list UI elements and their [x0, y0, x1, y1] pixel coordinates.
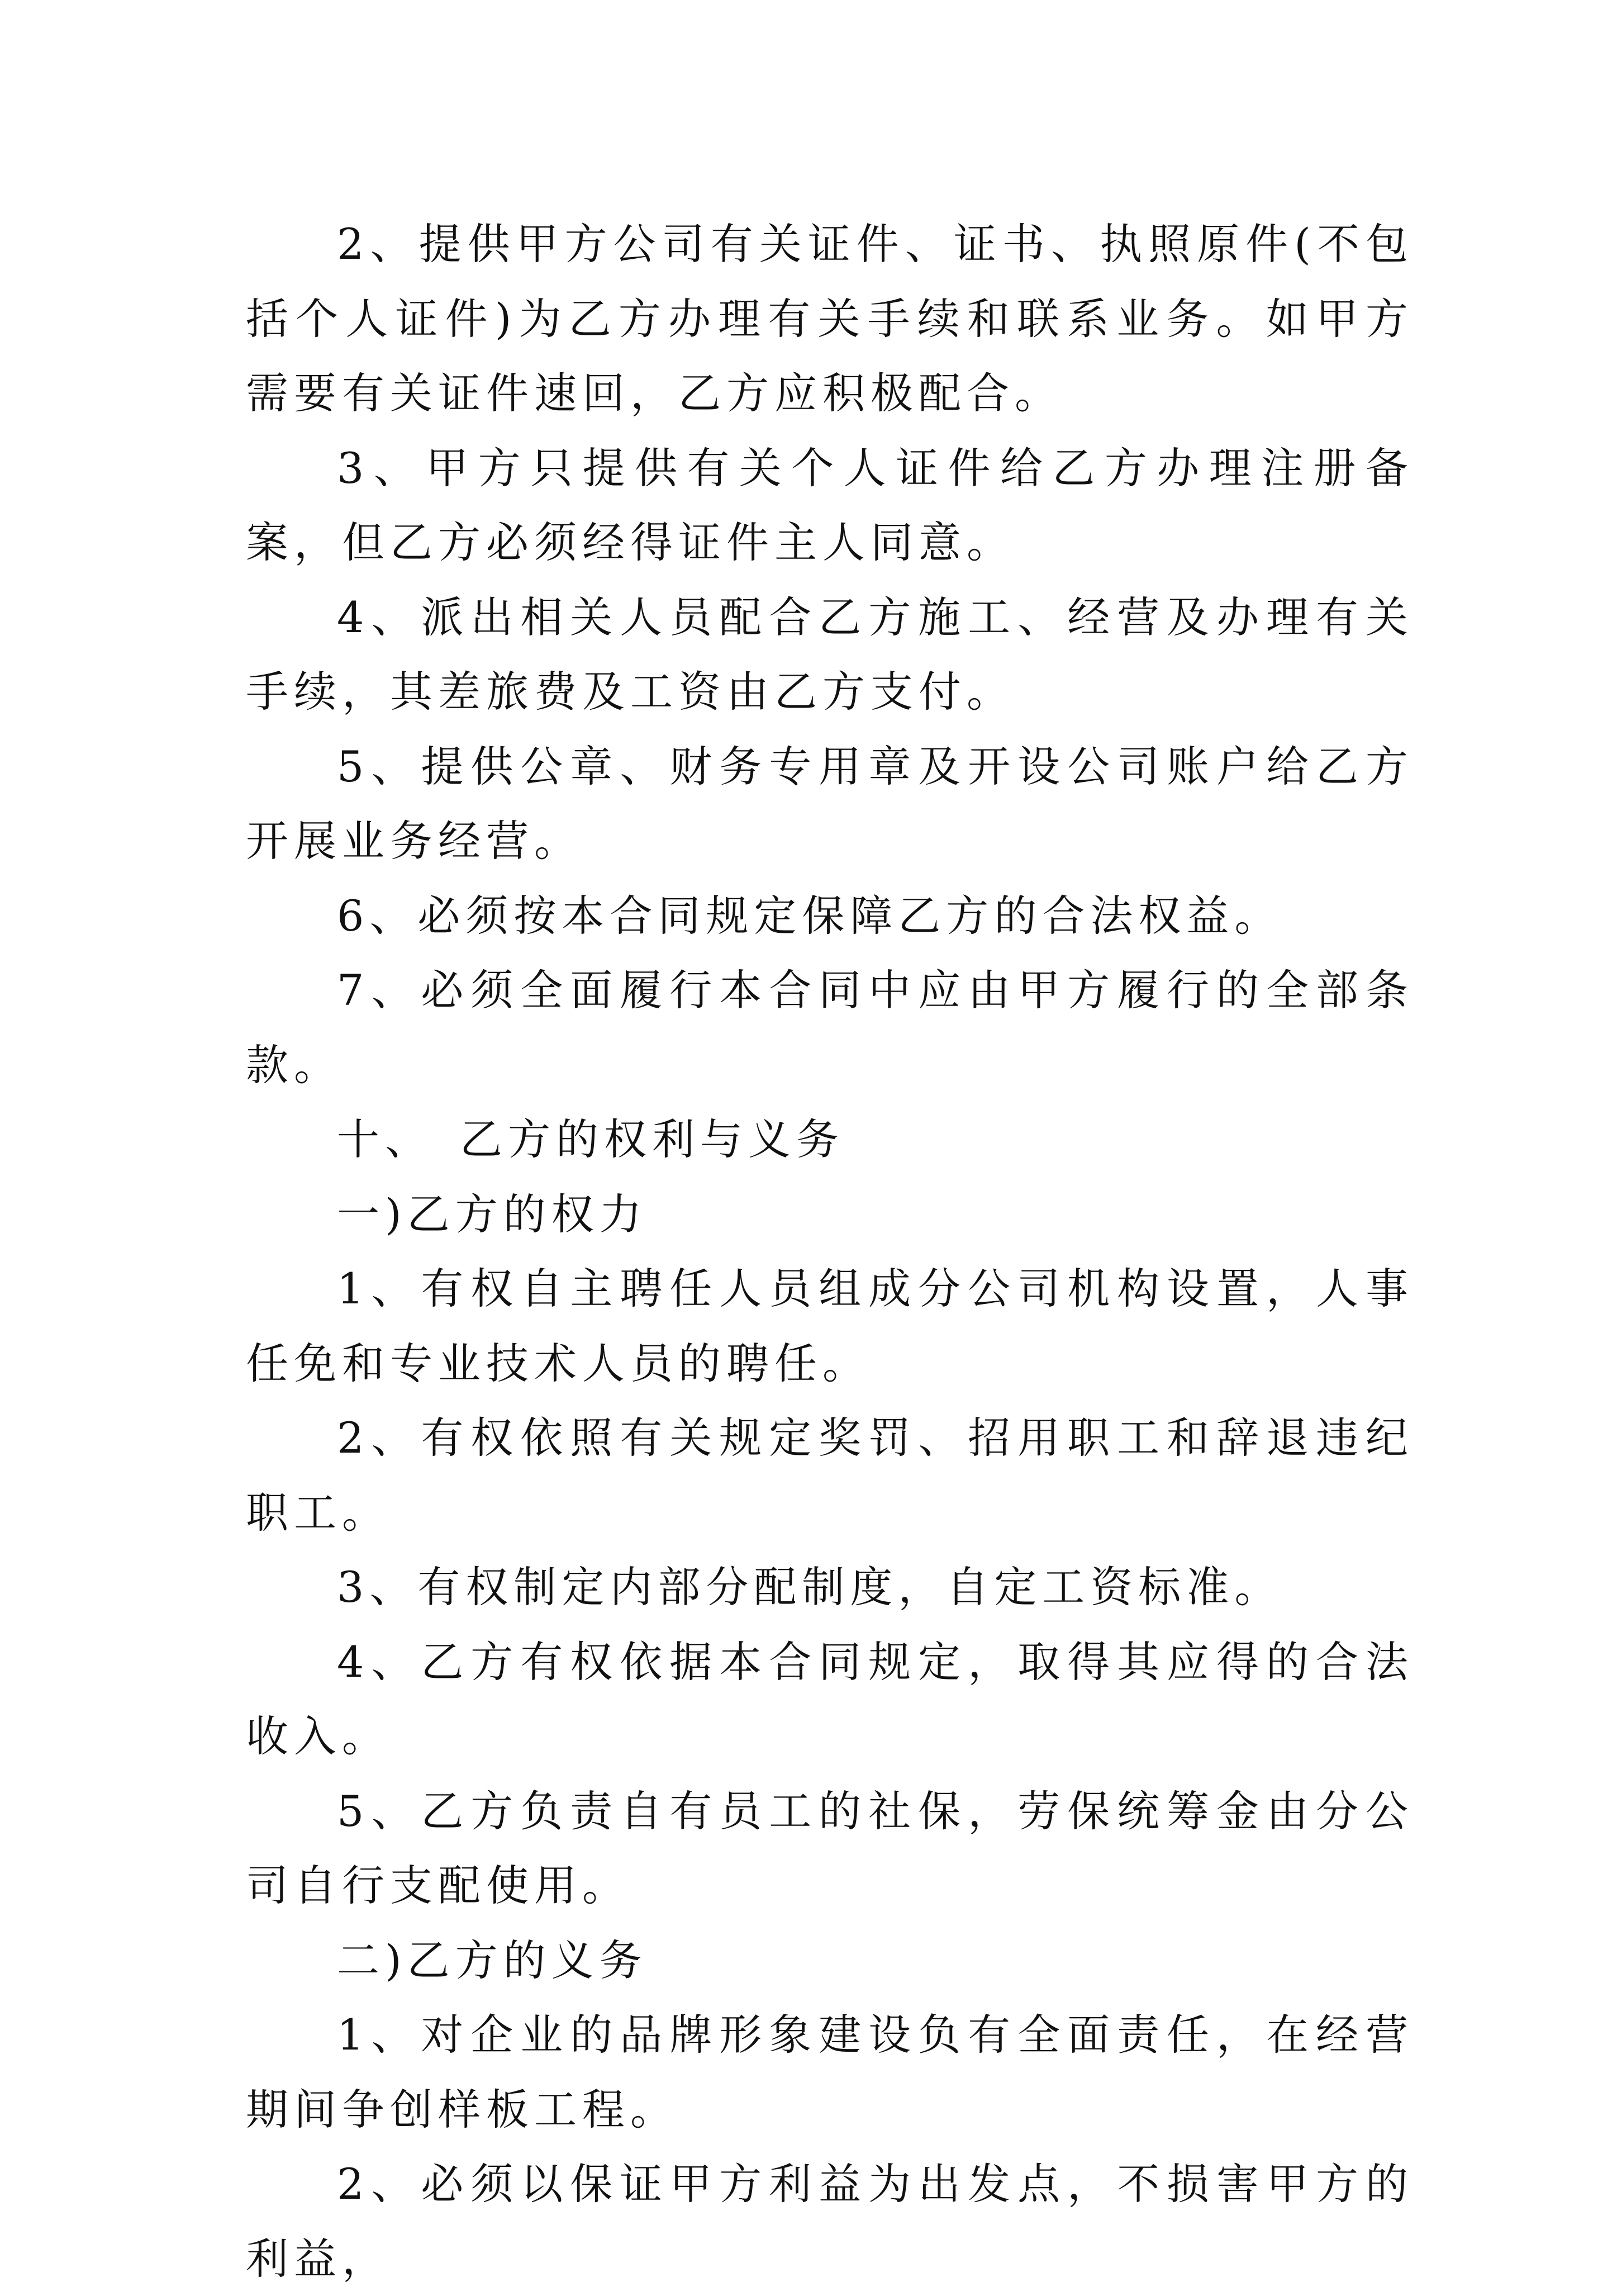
- paragraph-right-appoint-staff: 1、有权自主聘任人员组成分公司机构设置，人事任免和专业技术人员的聘任。: [246, 1264, 1414, 1388]
- paragraph-protect-rights: 6、必须按本合同规定保障乙方的合法权益。: [337, 890, 1283, 941]
- section-heading-party-b-rights-obligations: 十、 乙方的权利与义务: [337, 1114, 844, 1164]
- subheading-party-b-rights: 一)乙方的权力: [337, 1189, 648, 1239]
- paragraph-provide-certificates: 2、提供甲方公司有关证件、证书、执照原件(不包括个人证件)为乙方办理有关手续和联系业务。如甲方需要有关证件速回，乙方应积极配合。: [246, 219, 1414, 418]
- document-body: [246, 207, 1414, 2296]
- paragraph-provide-seals: 5、提供公章、财务专用章及开设公司账户给乙方开展业务经营。: [246, 741, 1414, 866]
- paragraph-right-reward-punish: 2、有权依照有关规定奖罚、招用职工和辞退违纪职工。: [246, 1413, 1414, 1538]
- paragraph-protect-party-a-interest: 2、必须以保证甲方利益为出发点，不损害甲方的利益，: [246, 2159, 1414, 2284]
- paragraph-personal-documents: 3、甲方只提供有关个人证件给乙方办理注册备案，但乙方必须经得证件主人同意。: [246, 443, 1414, 567]
- paragraph-social-insurance: 5、乙方负责自有员工的社保，劳保统筹金由分公司自行支配使用。: [246, 1786, 1414, 1910]
- paragraph-brand-image: 1、对企业的品牌形象建设负有全面责任，在经营期间争创样板工程。: [246, 2010, 1414, 2134]
- paragraph-dispatch-personnel: 4、派出相关人员配合乙方施工、经营及办理有关手续，其差旅费及工资由乙方支付。: [246, 592, 1414, 717]
- paragraph-right-income: 4、乙方有权依据本合同规定，取得其应得的合法收入。: [246, 1636, 1414, 1761]
- paragraph-right-distribution: 3、有权制定内部分配制度，自定工资标准。: [337, 1562, 1283, 1612]
- paragraph-fulfill-terms: 7、必须全面履行本合同中应由甲方履行的全部条款。: [246, 965, 1414, 1090]
- subheading-party-b-obligations: 二)乙方的义务: [337, 1935, 648, 1985]
